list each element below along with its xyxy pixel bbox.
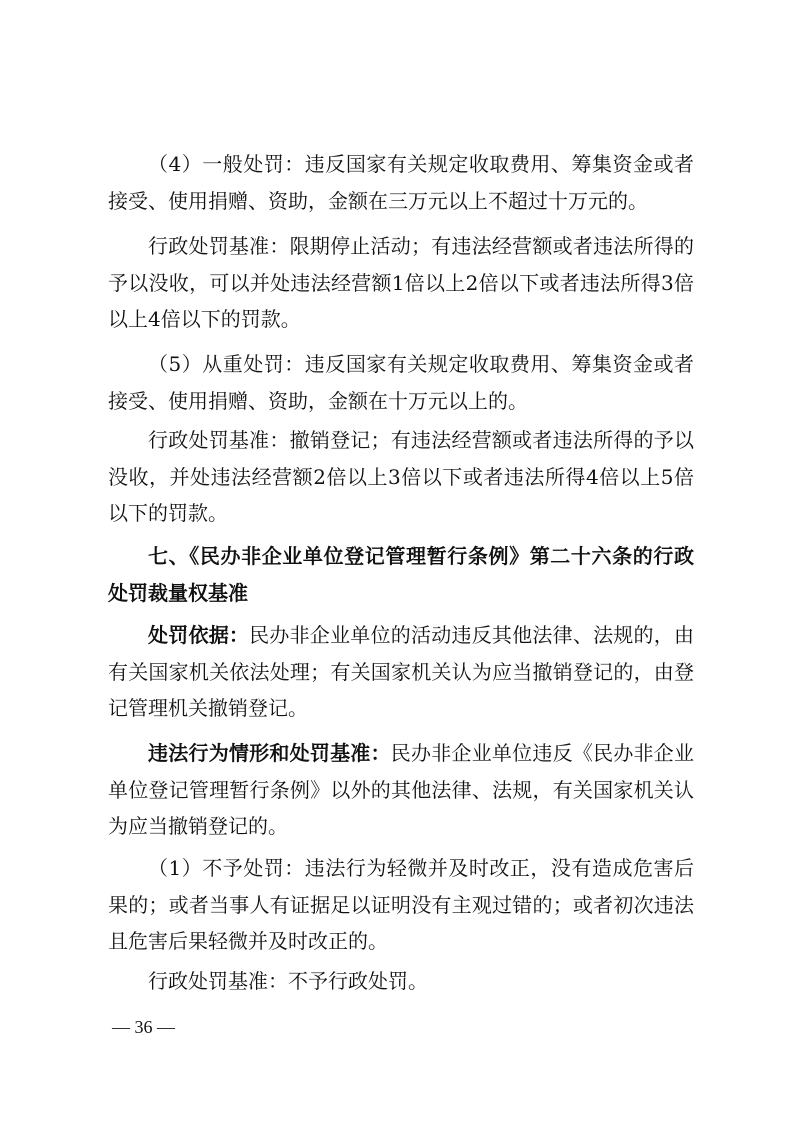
paragraph-no-penalty-standard: 行政处罚基准：不予行政处罚。 bbox=[148, 969, 428, 993]
paragraph-no-penalty: （1）不予处罚：违法行为轻微并及时改正，没有造成危害后果的；或者当事人有证据足以证明没有主观过错的；或者初次违法且危害后果轻微并及时改正的。 bbox=[108, 856, 694, 953]
violation-circumstances-label: 违法行为情形和处罚基准： bbox=[148, 741, 391, 765]
penalty-basis-label: 处罚依据： bbox=[148, 623, 250, 647]
paragraph-penalty-basis bbox=[108, 617, 694, 727]
paragraph-general-penalty: （4）一般处罚：违反国家有关规定收取费用、筹集资金或者接受、使用捐赠、资助，金额在三万元以上不超过十万元的。 bbox=[108, 152, 694, 213]
section-heading-article-26: 七、《民办非企业单位登记管理暂行条例》第二十六条的行政处罚裁量权基准 bbox=[108, 544, 694, 605]
paragraph-heavy-penalty: （5）从重处罚：违反国家有关规定收取费用、筹集资金或者接受、使用捐赠、资助，金额在十万元以上的。 bbox=[108, 352, 694, 413]
penalty-basis-text: 民办非企业单位的活动违反其他法律、法规的，由有关国家机关依法处理；有关国家机关认为应当撤销登记的，由登记管理机关撤销登记。 bbox=[108, 623, 695, 720]
violation-circumstances-text: 民办非企业单位违反《民办非企业单位登记管理暂行条例》以外的其他法律、法规，有关国家机关认为应当撤销登记的。 bbox=[108, 741, 695, 838]
paragraph-heavy-penalty-standard: 行政处罚基准：撤销登记；有违法经营额或者违法所得的予以没收，并处违法经营额2倍以上3倍以下或者违法所得4倍以上5倍以下的罚款。 bbox=[108, 428, 694, 525]
paragraph-violation-circumstances bbox=[108, 735, 694, 845]
paragraph-general-penalty-standard: 行政处罚基准：限期停止活动；有违法经营额或者违法所得的予以没收，可以并处违法经营额1倍以上2倍以下或者违法所得3倍以上4倍以下的罚款。 bbox=[108, 234, 694, 331]
page-number: — 36 — bbox=[112, 1017, 175, 1037]
